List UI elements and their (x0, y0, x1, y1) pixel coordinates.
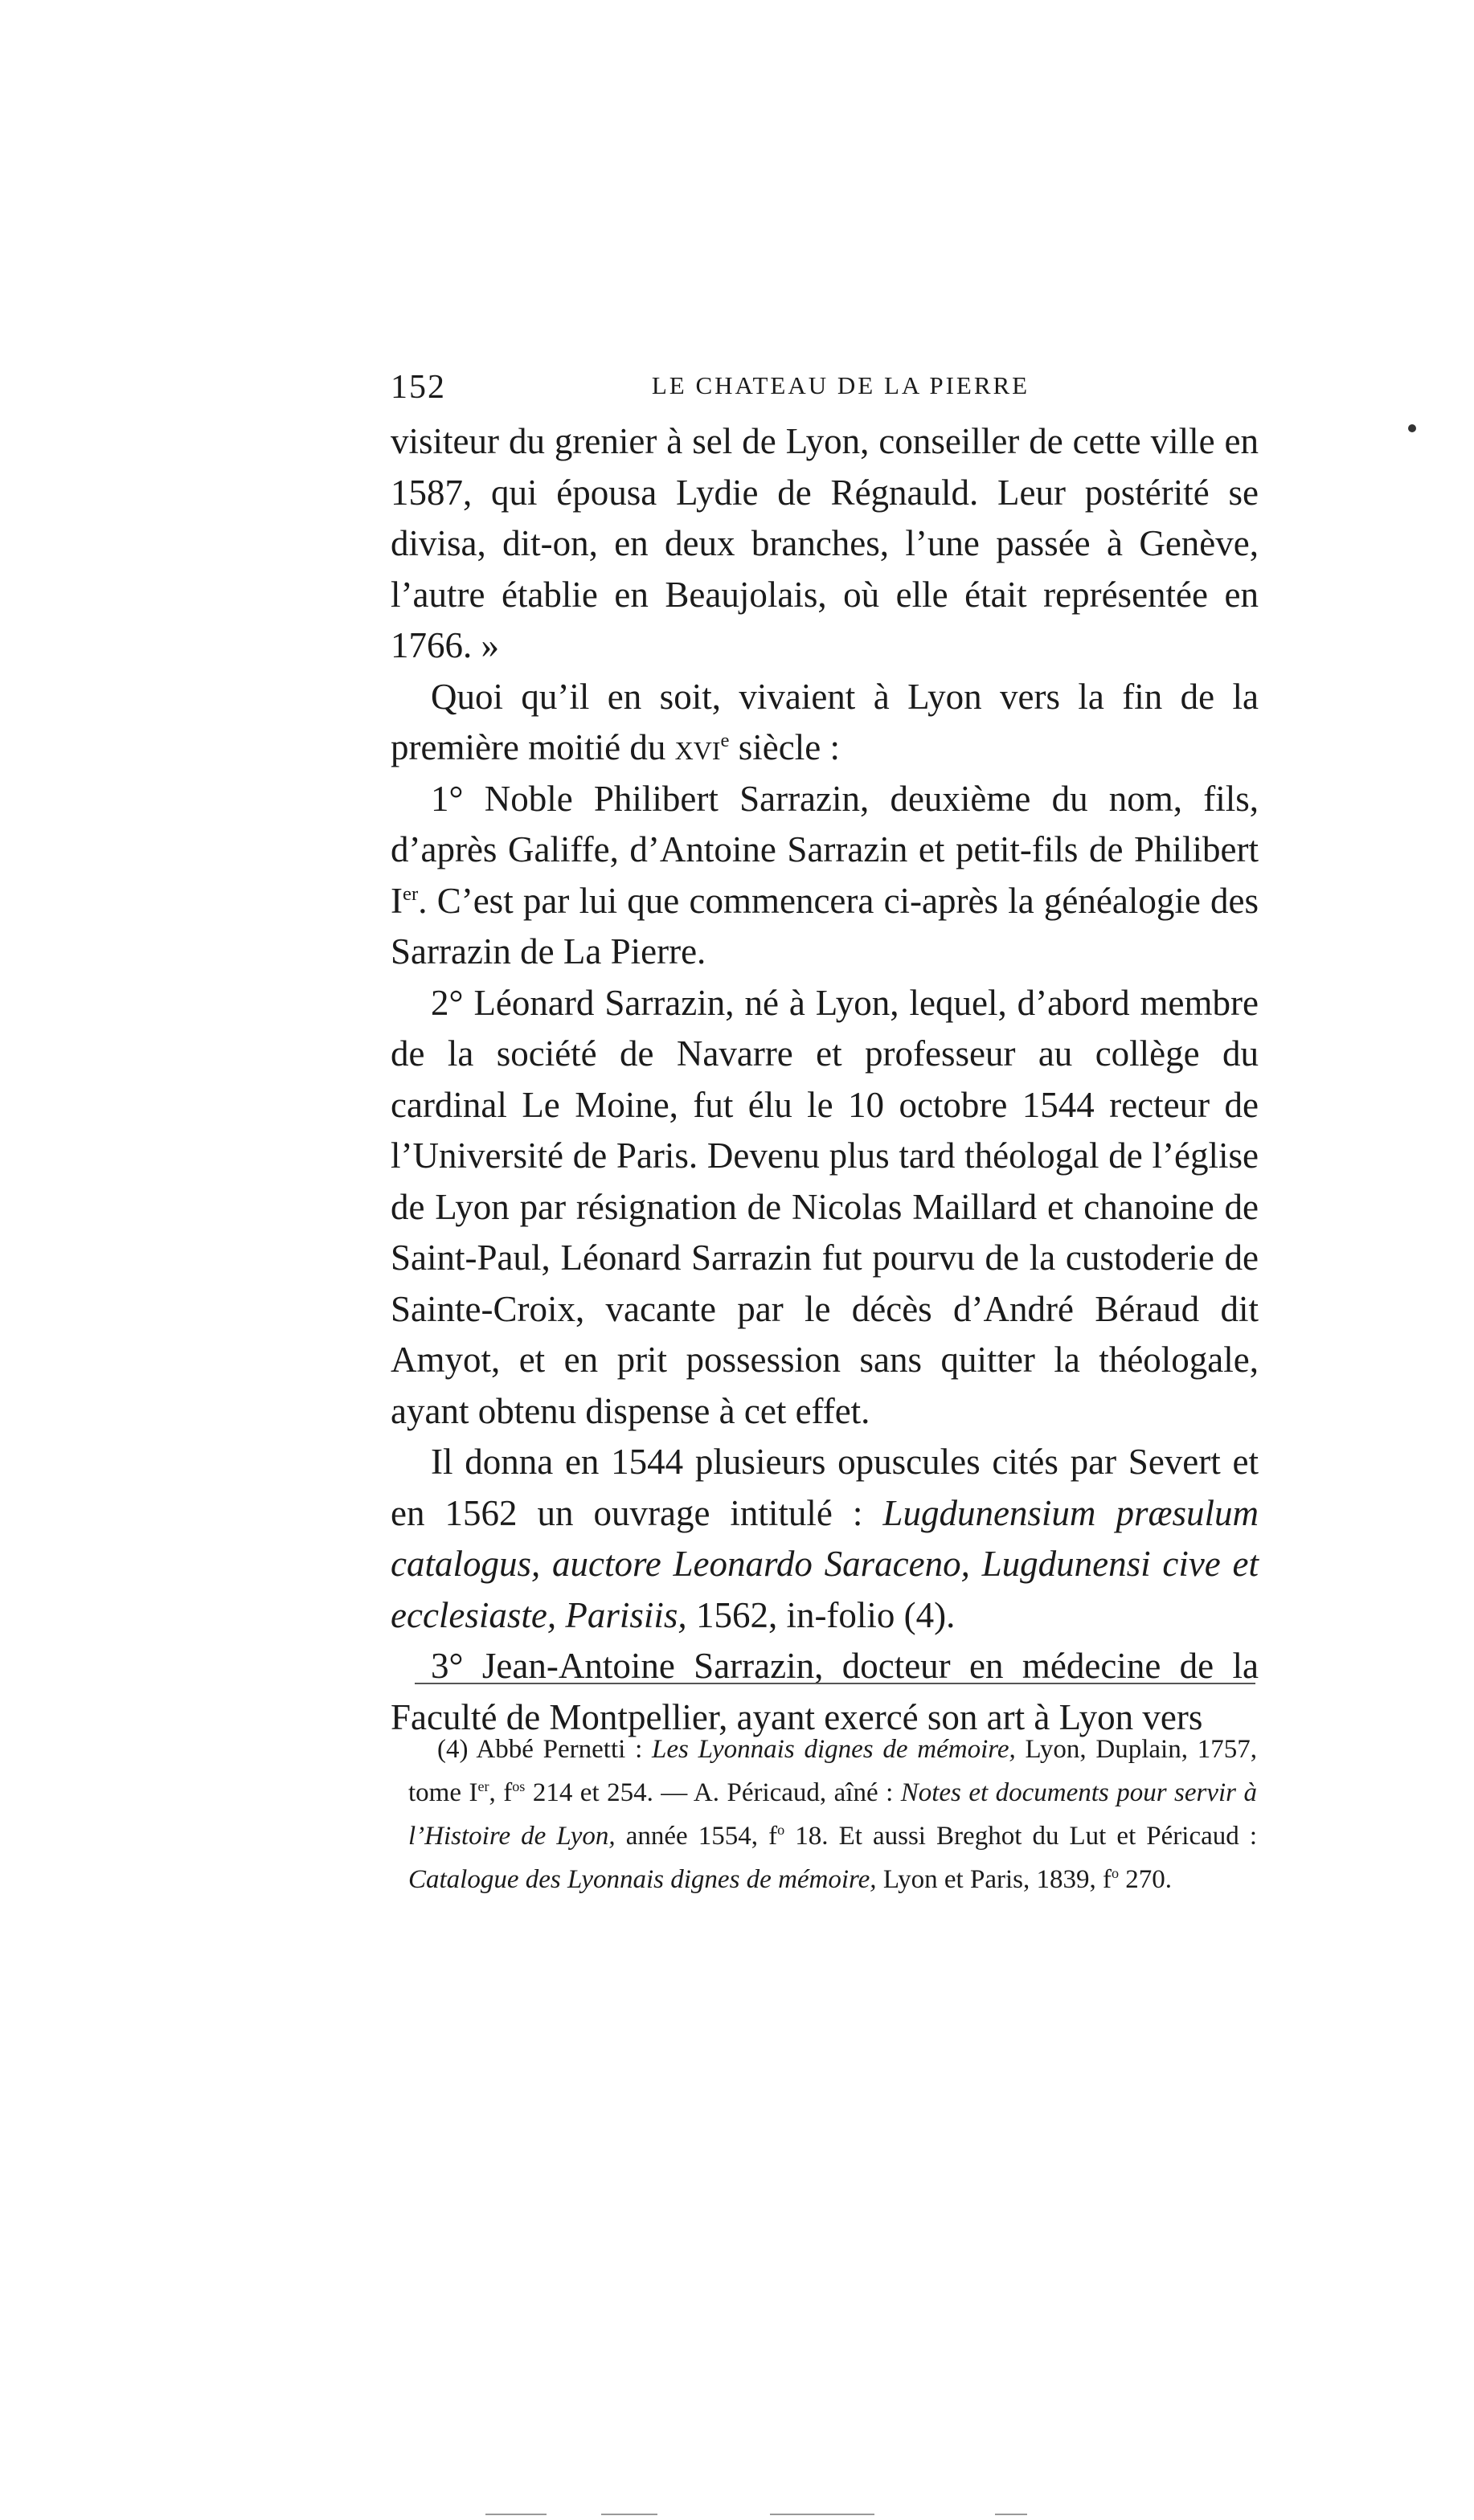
footnote-part-8: 18. Et aussi Breghot du Lut et Péricaud : (784, 1822, 1258, 1851)
footnote-text (408, 1728, 1257, 1901)
footnote-title-3: Catalogue des Lyonnais dignes de mémoire, (408, 1865, 877, 1894)
running-head: LE CHATEAU DE LA PIERRE (651, 371, 1030, 399)
paragraph-1: visiteur du grenier à sel de Lyon, conseiller de cette ville en 1587, qui épousa Lydie de Régnauld. Leur postérité se divisa, dit-on, en deux branches, l’une passée à Genève, l’autre établie en Beaujolais, où elle était représentée en 1766. » (391, 421, 1259, 665)
paragraph-3-part-b: . C’est par lui que commencera ci-après la généalogie des Sarrazin de La Pierre. (391, 880, 1259, 972)
paragraph-5-part-b: 1562, in-folio (4). (686, 1594, 956, 1635)
footnote-part-5: 214 et 254. — A. Péricaud, aîné : (525, 1778, 901, 1807)
paragraph-3 (391, 774, 1259, 978)
century-numeral: xvi (674, 727, 721, 767)
paragraph-5 (391, 1437, 1259, 1641)
paragraph-5-title: Lugdunensium præsulum catalogus, auctore Leonardo Saraceno, Lugdunensi cive et ecclesiaste, Parisiis, (391, 1492, 1259, 1635)
paragraph-6: 3° Jean-Antoine Sarrazin, docteur en médecine de la Faculté de Montpellier, ayant exercé son art à Lyon vers (391, 1646, 1259, 1737)
footnote-sup-3: o (777, 1822, 785, 1838)
paragraph-3-superscript: er (403, 882, 419, 905)
footnote-sup-1: er (477, 1778, 489, 1794)
page-number: 152 (391, 369, 446, 406)
scan-artifact (485, 2514, 547, 2515)
footnote-part-1: (4) Abbé Pernetti : (437, 1735, 653, 1764)
paragraph-2-part-a: Quoi qu’il en soit, vivaient à Lyon vers la fin de la première moitié du (391, 676, 1259, 767)
footnote-part-4: , f (489, 1778, 513, 1807)
scan-artifact (601, 2514, 657, 2515)
paragraph-2-part-b: siècle : (729, 727, 840, 767)
century-superscript: e (720, 730, 730, 751)
footnote-part-3: Lyon, Duplain, 1757, tome I (408, 1735, 1257, 1807)
page-header (391, 368, 1259, 408)
paragraph-2 (391, 672, 1259, 774)
footnote-title-1: Les Lyonnais dignes de mémoire, (652, 1735, 1016, 1764)
paragraph-3-part-a: 1° Noble Philibert Sarrazin, deuxième du nom, fils, d’après Galiffe, d’Antoine Sarrazin et petit-fils de Philibert I (391, 778, 1259, 921)
footnote-title-2: Notes et documents pour servir à l’Histoire de Lyon, (408, 1778, 1257, 1851)
main-text (391, 416, 1259, 1743)
paragraph-5-part-a: Il donna en 1544 plusieurs opuscules cités par Severt et en 1562 un ouvrage intitulé : (391, 1442, 1259, 1533)
footnote-separator (415, 1683, 1255, 1684)
footnote-sup-2: os (512, 1778, 526, 1794)
footnote-part-10: Lyon et Paris, 1839, f (876, 1865, 1112, 1894)
footnote-part-7: année 1554, f (615, 1822, 778, 1851)
footnote-sup-4: o (1111, 1865, 1120, 1881)
footnote-part-11: 270. (1119, 1865, 1173, 1894)
scan-artifact (770, 2514, 874, 2515)
scan-artifact (995, 2514, 1027, 2515)
paragraph-4: 2° Léonard Sarrazin, né à Lyon, lequel, d’abord membre de la société de Navarre et professeur au collège du cardinal Le Moine, fut élu le 10 octobre 1544 recteur de l’Université de Paris. Devenu plus tard théologal de l’église de Lyon par résignation de Nicolas Maillard et chanoine de Saint-Paul, Léonard Sarrazin fut pourvu de la custoderie de Sainte-Croix, vacante par le décès d’André Béraud dit Amyot, et en prit possession sans quitter la théologale, ayant obtenu dispense à cet effet. (391, 982, 1259, 1431)
footnote (408, 1728, 1257, 1901)
margin-mark (1408, 424, 1416, 432)
